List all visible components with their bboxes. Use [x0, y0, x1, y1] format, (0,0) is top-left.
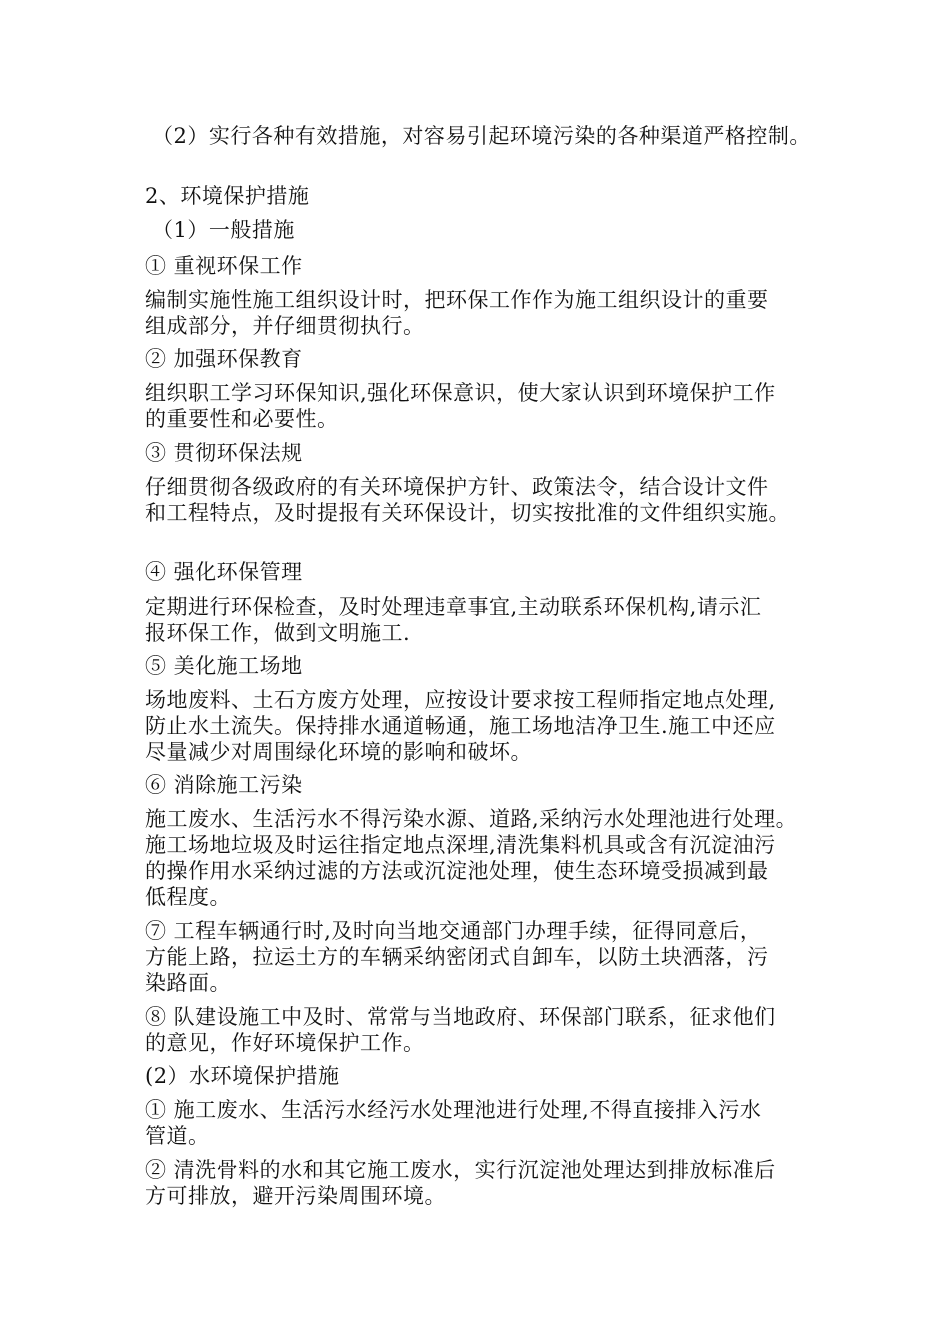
paragraph-line: ⑦ 工程车辆通行时,及时向当地交通部门办理手续，征得同意后，	[145, 919, 762, 943]
paragraph-line: 定期进行环保检查，及时处理违章事宜,主动联系环保机构,请示汇	[145, 595, 762, 619]
paragraph-line: 组成部分，并仔细贯彻执行。	[145, 314, 425, 338]
paragraph-line: 施工废水、生活污水不得污染水源、道路,采纳污水处理池进行处理。	[145, 807, 798, 831]
paragraph-line: 尽量减少对周围绿化环境的影响和破坏。	[145, 740, 532, 764]
paragraph-line: 施工场地垃圾及时运往指定地点深埋,清洗集料机具或含有沉淀油污	[145, 833, 776, 857]
item-heading: ④ 强化环保管理	[145, 560, 303, 584]
subsection-heading: (2）水环境保护措施	[145, 1064, 340, 1088]
paragraph-line: 的操作用水采纳过滤的方法或沉淀池处理，使生态环境受损减到最	[145, 859, 769, 883]
paragraph-line: 方可排放，避开污染周围环境。	[145, 1184, 446, 1208]
paragraph-line: 报环保工作，做到文明施工.	[145, 621, 411, 645]
paragraph-line: 和工程特点，及时提报有关环保设计，切实按批准的文件组织实施。	[145, 501, 790, 525]
item-heading: ⑥ 消除施工污染	[145, 773, 303, 797]
paragraph-line: ⑧ 队建设施工中及时、常常与当地政府、环保部门联系，征求他们	[145, 1005, 776, 1029]
paragraph-line: ① 施工废水、生活污水经污水处理池进行处理,不得直接排入污水	[145, 1098, 762, 1122]
paragraph-line: 低程度。	[145, 885, 231, 909]
paragraph-line: ② 清洗骨料的水和其它施工废水，实行沉淀池处理达到排放标准后	[145, 1158, 776, 1182]
paragraph-line: 的重要性和必要性。	[145, 407, 339, 431]
item-heading: ① 重视环保工作	[145, 254, 303, 278]
item-heading: ⑤ 美化施工场地	[145, 654, 303, 678]
item-heading: ② 加强环保教育	[145, 347, 303, 371]
paragraph-line: 编制实施性施工组织设计时，把环保工作作为施工组织设计的重要	[145, 288, 769, 312]
paragraph-line: 管道。	[145, 1124, 210, 1148]
paragraph-line: 方能上路，拉运土方的车辆采纳密闭式自卸车，以防土块洒落，污	[145, 945, 769, 969]
paragraph-line: 防止水土流失。保持排水通道畅通，施工场地洁净卫生.施工中还应	[145, 714, 776, 738]
subsection-heading: （1）一般措施	[152, 218, 295, 242]
paragraph-line: 仔细贯彻各级政府的有关环境保护方针、政策法令，结合设计文件	[145, 475, 769, 499]
item-heading: ③ 贯彻环保法规	[145, 441, 303, 465]
paragraph-line: （2）实行各种有效措施，对容易引起环境污染的各种渠道严格控制。	[152, 124, 811, 148]
paragraph-line: 的意见，作好环境保护工作。	[145, 1031, 425, 1055]
paragraph-line: 场地废料、土石方废方处理，应按设计要求按工程师指定地点处理,	[145, 688, 776, 712]
paragraph-line: 组织职工学习环保知识,强化环保意识，使大家认识到环境保护工作	[145, 381, 776, 405]
paragraph-line: 染路面。	[145, 971, 231, 995]
section-heading: 2、环境保护措施	[145, 184, 310, 208]
